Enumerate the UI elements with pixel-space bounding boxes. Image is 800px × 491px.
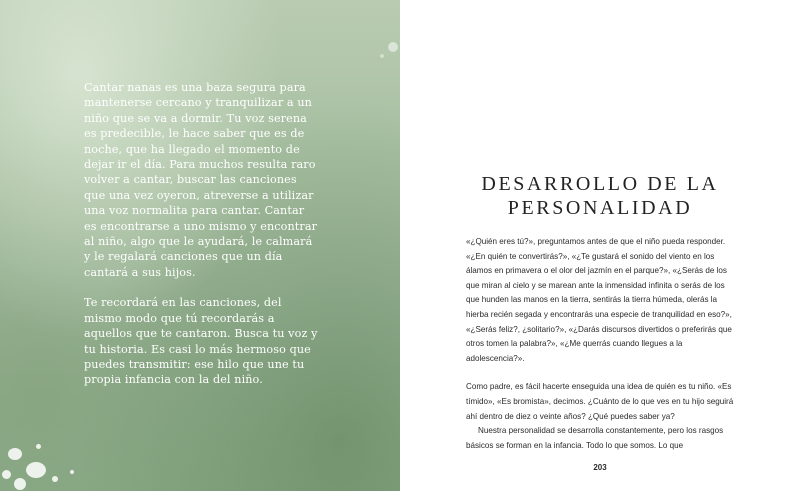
left-paragraph: Te recordará en las canciones, del mismo modo que tú recordarás a aquellos que te cantaron. Busca tu voz y tu historia. Es casi lo más hermoso que puedes transmitir: ese hilo que une tu propia infancia con la del niño.	[84, 296, 318, 387]
paint-splash	[36, 444, 41, 449]
paint-splash	[52, 476, 58, 482]
left-page-text	[84, 80, 320, 403]
paint-splash	[26, 462, 46, 478]
left-paragraph: Cantar nanas es una baza segura para mantenerse cercano y tranquilizar a un niño que se va a dormir. Tu voz serena es predecible, le hace saber que es de noche, que ha llegado el momento de dejar ir el día. Para muchos resulta raro volver a cantar, buscar las canciones que una vez oyeron, atreverse a utilizar una voz normalita para cantar. Cantar es encontrarse a uno mismo y encontrar al niño, algo que le ayudará, le calmará y le regalará canciones que un día cantará a sus hijos.	[84, 81, 318, 279]
paint-splash	[70, 470, 74, 474]
chapter-title	[400, 172, 800, 220]
paint-splash	[14, 478, 26, 490]
paint-splash	[8, 448, 22, 460]
body-paragraph: «¿Quién eres tú?», preguntamos antes de que el niño pueda responder. «¿En quién te convertirás?», «¿Te gustará el sonido del viento en los álamos en primavera o el olor del jazmín en el parque?», «¿Serás de los que miran al cielo y se marean ante la inmensidad infinita o serás de los que hunden las manos en la tierra, sentirás la tierra húmeda, olerás la hierba recién segada y encontrarás una especie de tranquilidad en eso?», «¿Serás feliz?, ¿solitario?», «¿Darás discursos divertidos o preferirás que otros tomen la palabra?», «¿Me querrás cuando llegues a la adolescencia?».	[466, 237, 732, 363]
paint-splash	[2, 470, 11, 479]
paint-splash	[388, 42, 398, 52]
chapter-title-line: DESARROLLO DE LA	[481, 173, 719, 195]
page-number: 203	[593, 463, 607, 472]
body-paragraph: Como padre, es fácil hacerte enseguida una idea de quién es tu niño. «Es tímido», «Es bromista», decimos. ¿Cuánto de lo que ves en tu hijo seguirá ahí dentro de diez o veinte años? ¿Qué puedes saber ya?	[466, 382, 734, 421]
right-page-text	[466, 235, 734, 467]
body-paragraph: Nuestra personalidad se desarrolla constantemente, pero los rasgos básicos se forman en la infancia. Todo lo que somos. Lo que	[466, 426, 724, 450]
chapter-title-line: PERSONALIDAD	[507, 197, 693, 219]
paint-splash	[380, 54, 384, 58]
